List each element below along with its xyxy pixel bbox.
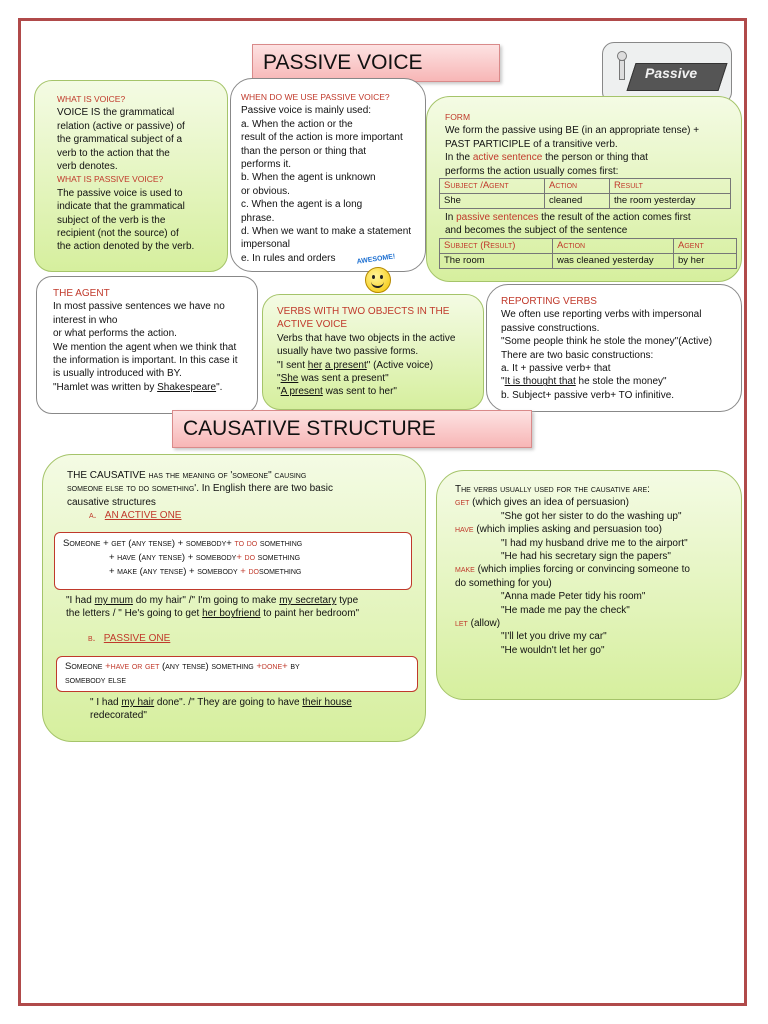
causative-box: THE CAUSATIVE has the meaning of 'someone" causing someone else to do something'. In English there are two basic causative structures a. AN ACTIVE ONE: [42, 454, 426, 742]
when-heading: WHEN DO WE USE PASSIVE VOICE?: [241, 92, 390, 102]
reporting-heading: REPORTING VERBS: [501, 296, 597, 307]
form-box: FORM We form the passive using BE (in an appropriate tense) + PAST PARTICIPLE of a transitive verb. In the active sentence the person or thing that performs the action usually comes first: Subject /Agent Action Result She cleaned the room yesterday In passive sentences the result of the action comes first and becomes the subject of the sentence Subject (Result) Action Agent The room was cleaned yesterday by her: [426, 96, 742, 282]
agent-heading: THE AGENT: [53, 288, 110, 299]
awesome-badge: [350, 253, 402, 294]
passive-label: b. PASSIVE ONE: [88, 633, 171, 644]
voice-definition: VOICE IS the grammatical relation (active or passive) of the grammatical subject of a verb to the action that the verb denotes.: [57, 107, 185, 173]
what-is-passive-heading: WHAT IS PASSIVE VOICE?: [57, 174, 164, 185]
passive-causative-formula: Someone +have or get (any tense) something +done+ by somebody else: [56, 656, 418, 692]
passive-examples: " I had my hair done". /" They are going to have their house redecorated": [90, 697, 352, 722]
badge-text: AWESOME!: [356, 253, 396, 266]
what-is-voice-box: [34, 80, 228, 272]
causative-structure-title: CAUSATIVE STRUCTURE: [172, 410, 532, 448]
passive-voice-title: PASSIVE VOICE: [252, 44, 500, 82]
causative-verbs-box: The verbs usually used for the causative are: get (which gives an idea of persuasion) "She got her sister to do the washing up" have (which implies asking and persuasion too) "I had my husband drive me to the airport" "He had his secretary sign the papers" make (which implies forcing or convincing someone to do something for you) "Anna made Peter tidy his room" "He made me pay the check" let (allow) "I'll let you drive my car" "He wouldn't let her go": [436, 470, 742, 700]
what-is-voice-heading: WHAT IS VOICE?: [57, 94, 126, 104]
reporting-verbs-box: REPORTING VERBS We often use reporting verbs with impersonal passive constructions. "Some people think he stole the money"(Active) There are two basic constructions: a. It + passive verb+ that "It is thought that he stole the money" b. Subject+ passive verb+ TO infinitive.: [486, 284, 742, 412]
logo-text: Passive: [645, 65, 698, 81]
active-label: a. AN ACTIVE ONE: [89, 510, 182, 522]
passive-logo-image: [602, 42, 732, 104]
when-to-use-box: WHEN DO WE USE PASSIVE VOICE? Passive voice is mainly used: a. When the action or the result of the action is more important than the person or thing that performs it. b. When the agent is unknown or obvious. c. When the agent is a long phrase. d. When we want to make a statement impersonal e. In rules and orders: [230, 78, 426, 272]
two-objects-heading: VERBS WITH TWO OBJECTS IN THE ACTIVE VOICE: [277, 306, 450, 331]
active-causative-formula: Someone + get (any tense) + somebody+ to do something + have (any tense) + somebody+ do something + make (any tense) + somebody + dosomething: [54, 532, 412, 590]
agent-box: THE AGENT In most passive sentences we have no interest in who or what performs the action. We mention the agent when we think that the information is important. In this case it is usually introduced with BY. "Hamlet was written by Shakespeare".: [36, 276, 258, 414]
agent-example: "Hamlet was written by Shakespeare".: [53, 381, 223, 393]
smiley-icon: [365, 267, 391, 293]
active-examples: "I had my mum do my hair" /" I'm going to make my secretary type the letters / " He's going to get her boyfriend to paint her bedroom": [66, 595, 360, 620]
active-sentence-table: Subject /Agent Action Result She cleaned the room yesterday: [439, 178, 731, 209]
two-objects-box: VERBS WITH TWO OBJECTS IN THE ACTIVE VOICE Verbs that have two objects in the active usually have two passive forms. "I sent her a present" (Active voice) "She was sent a present" "A present was sent to her": [262, 294, 484, 410]
passive-sentence-table: Subject (Result) Action Agent The room was cleaned yesterday by her: [439, 238, 737, 269]
passive-definition: The passive voice is used to indicate that the grammatical subject of the verb is the recipient (not the source) of the action denoted by the verb.: [57, 187, 195, 253]
causative-verbs-heading: The verbs usually used for the causative are:: [455, 484, 650, 495]
form-heading: FORM: [445, 112, 471, 122]
